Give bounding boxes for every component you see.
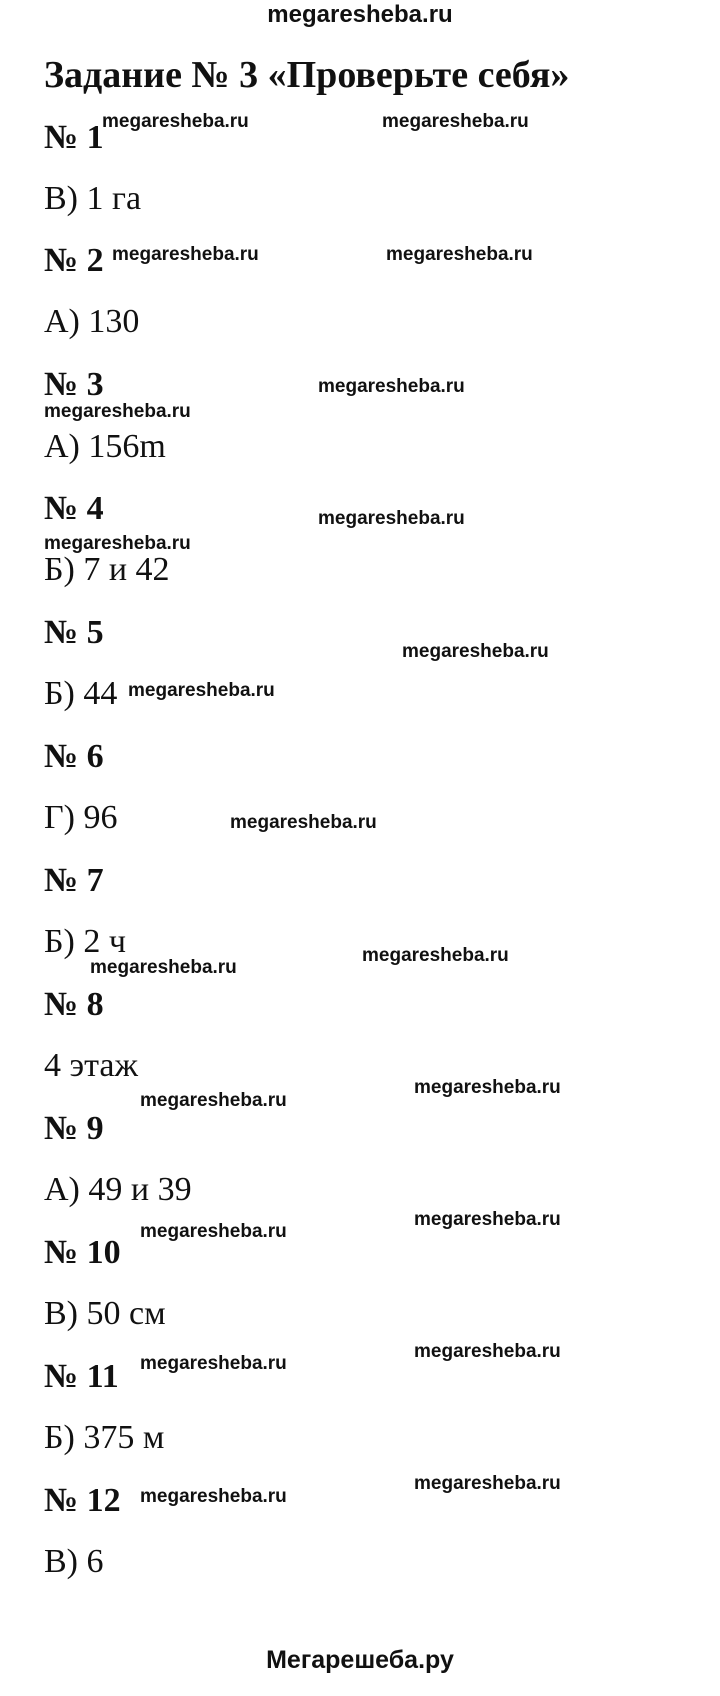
watermark: megaresheba.ru <box>414 1209 561 1230</box>
task-answer-7: Б) 2 ч <box>44 923 126 960</box>
watermark: megaresheba.ru <box>140 1486 287 1507</box>
task-number-7: № 7 <box>44 862 104 899</box>
footer-site-name: Мегарешеба.ру <box>266 1646 454 1674</box>
task-number-6: № 6 <box>44 738 104 775</box>
watermark: megaresheba.ru <box>128 680 275 701</box>
watermark: megaresheba.ru <box>44 401 191 422</box>
watermark: megaresheba.ru <box>382 111 529 132</box>
task-answer-6: Г) 96 <box>44 799 118 836</box>
task-number-5: № 5 <box>44 614 104 651</box>
watermark: megaresheba.ru <box>414 1077 561 1098</box>
watermark: megaresheba.ru <box>362 945 509 966</box>
task-answer-3: А) 156m <box>44 428 166 465</box>
task-number-12: № 12 <box>44 1482 121 1519</box>
task-answer-10: В) 50 см <box>44 1295 166 1332</box>
task-number-4: № 4 <box>44 490 104 527</box>
watermark: megaresheba.ru <box>318 376 465 397</box>
watermark: megaresheba.ru <box>386 244 533 265</box>
watermark: megaresheba.ru <box>318 508 465 529</box>
watermark: megaresheba.ru <box>414 1473 561 1494</box>
task-answer-5: Б) 44 <box>44 675 118 712</box>
watermark: megaresheba.ru <box>140 1353 287 1374</box>
task-number-1: № 1 <box>44 119 104 156</box>
watermark: megaresheba.ru <box>230 812 377 833</box>
task-number-2: № 2 <box>44 242 104 279</box>
task-answer-2: А) 130 <box>44 303 140 340</box>
page-title: Задание № 3 «Проверьте себя» <box>44 54 570 96</box>
task-number-11: № 11 <box>44 1358 119 1395</box>
watermark: megaresheba.ru <box>140 1221 287 1242</box>
watermark: megaresheba.ru <box>90 957 237 978</box>
task-number-3: № 3 <box>44 366 104 403</box>
task-answer-12: В) 6 <box>44 1543 104 1580</box>
watermark: megaresheba.ru <box>402 641 549 662</box>
task-number-10: № 10 <box>44 1234 121 1271</box>
watermark: megaresheba.ru <box>140 1090 287 1111</box>
watermark: megaresheba.ru <box>44 533 191 554</box>
task-number-9: № 9 <box>44 1110 104 1147</box>
task-answer-9: А) 49 и 39 <box>44 1171 192 1208</box>
task-answer-8: 4 этаж <box>44 1047 138 1084</box>
task-number-8: № 8 <box>44 986 104 1023</box>
task-answer-1: В) 1 га <box>44 180 142 217</box>
watermark: megaresheba.ru <box>112 244 259 265</box>
watermark: megaresheba.ru <box>414 1341 561 1362</box>
task-answer-11: Б) 375 м <box>44 1419 165 1456</box>
watermark-top: megaresheba.ru <box>267 1 453 28</box>
watermark: megaresheba.ru <box>102 111 249 132</box>
task-answer-4: Б) 7 и 42 <box>44 551 170 588</box>
